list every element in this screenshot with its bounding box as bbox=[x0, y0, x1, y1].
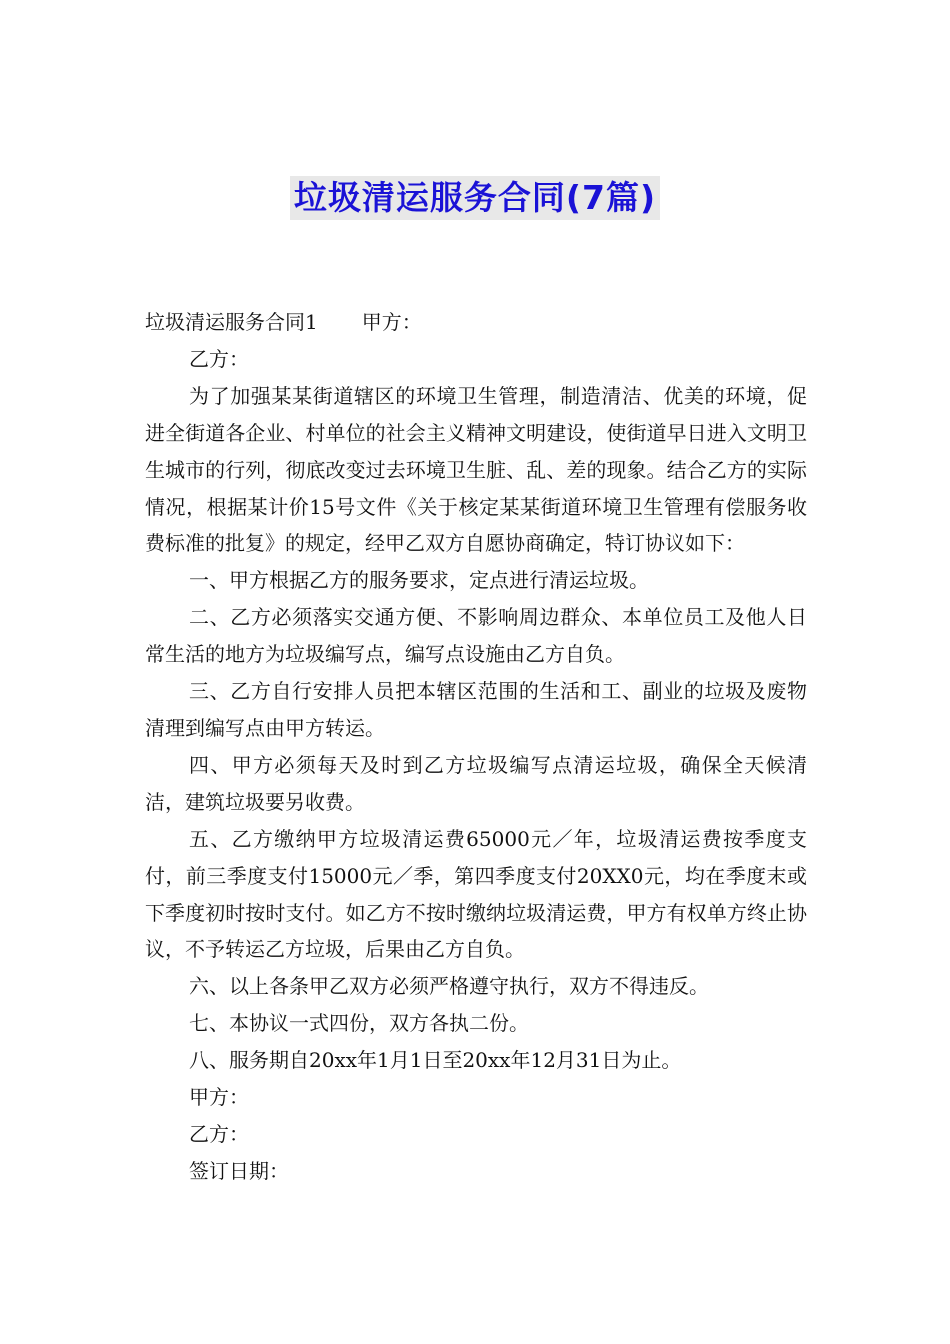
clause-5: 五、乙方缴纳甲方垃圾清运费65000元／年，垃圾清运费按季度支付，前三季度支付15000元／季，第四季度支付20XX0元，均在季度末或下季度初时按时支付。如乙方不按时缴纳垃圾清运费，甲方有权单方终止协议，不予转运乙方垃圾，后果由乙方自负。 bbox=[145, 826, 807, 962]
signature-party-b: 乙方： bbox=[189, 1121, 249, 1146]
clause-4: 四、甲方必须每天及时到乙方垃圾编写点清运垃圾，确保全天候清洁，建筑垃圾要另收费。 bbox=[145, 752, 807, 814]
signing-date: 签订日期： bbox=[189, 1158, 289, 1183]
contract-heading-line bbox=[145, 304, 807, 341]
clause-1: 一、甲方根据乙方的服务要求，定点进行清运垃圾。 bbox=[189, 568, 649, 593]
clause-7: 七、本协议一式四份，双方各执二份。 bbox=[189, 1011, 529, 1036]
signature-party-a: 甲方： bbox=[189, 1085, 249, 1110]
contract-heading: 垃圾清运服务合同1 bbox=[145, 310, 318, 334]
document-title: 垃圾清运服务合同(7篇) bbox=[290, 176, 660, 220]
clause-8: 八、服务期自20xx年1月1日至20xx年12月31日为止。 bbox=[189, 1048, 682, 1073]
clause-3: 三、乙方自行安排人员把本辖区范围的生活和工、副业的垃圾及废物清理到编写点由甲方转运。 bbox=[145, 679, 807, 740]
paragraph-preamble: 为了加强某某街道辖区的环境卫生管理，制造清洁、优美的环境，促进全街道各企业、村单位的社会主义精神文明建设，使街道早日进入文明卫生城市的行列，彻底改变过去环境卫生脏、乱、差的现象。结合乙方的实际情况，根据某计价15号文件《关于核定某某街道环境卫生管理有偿服务收费标准的批复》的规定，经甲乙双方自愿协商确定，特订协议如下： bbox=[145, 383, 807, 556]
title-container bbox=[0, 176, 950, 220]
party-a-label: 甲方： bbox=[361, 310, 422, 334]
clause-6: 六、以上各条甲乙双方必须严格遵守执行，双方不得违反。 bbox=[189, 974, 709, 999]
clause-2: 二、乙方必须落实交通方便、不影响周边群众、本单位员工及他人日常生活的地方为垃圾编写点，编写点设施由乙方自负。 bbox=[145, 605, 807, 667]
document-body bbox=[145, 304, 807, 1190]
paragraph-party-b: 乙方： bbox=[189, 346, 249, 371]
